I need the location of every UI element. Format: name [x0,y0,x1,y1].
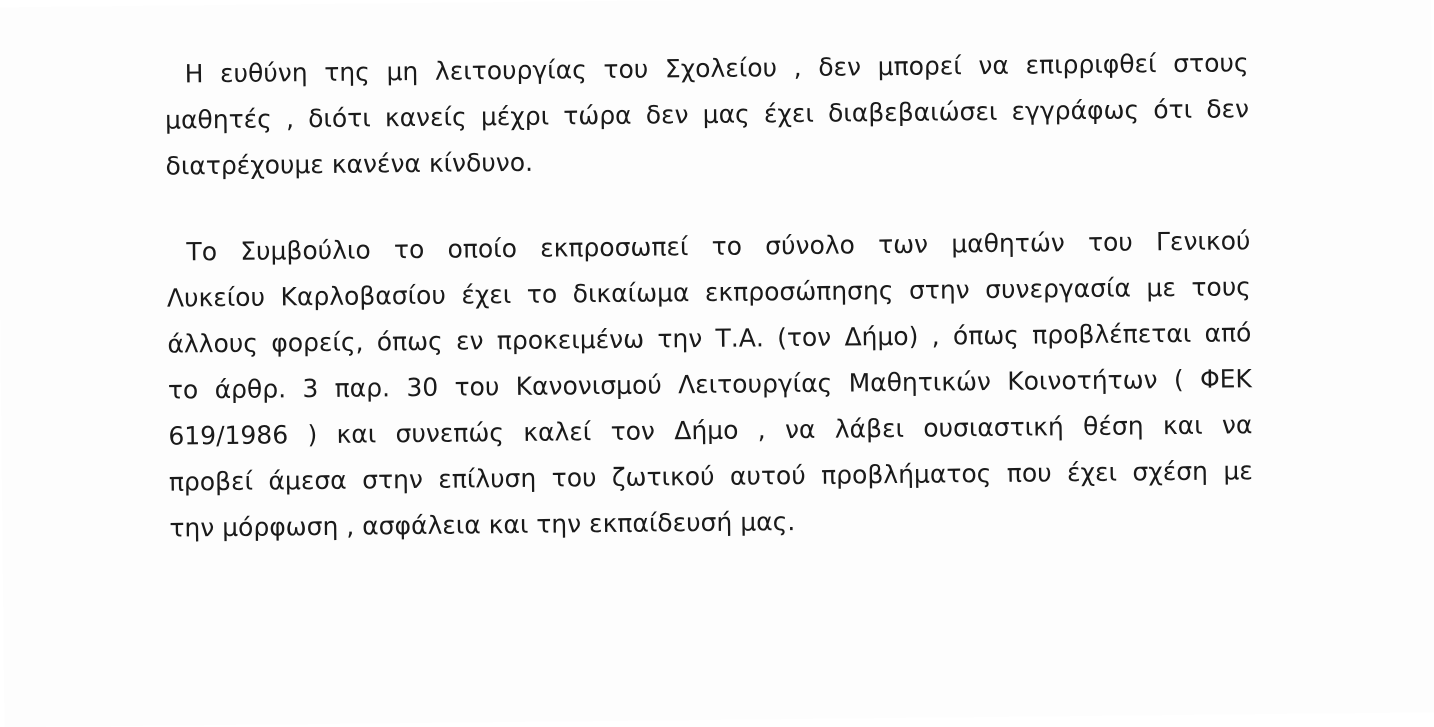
paragraph-council [166,218,1253,551]
text-line: το άρθρ. 3 παρ. 30 του Κανονισμού Λειτουργίας Μαθητικών Κοινοτήτων ( ΦΕΚ [167,364,1253,405]
text-line: μαθητές , διότι κανείς μέχρι τώρα δεν μας έχει διαβεβαιώσει εγγράφως ότι δεν [164,94,1250,135]
text-line: Λυκείου Καρλοβασίου έχει το δικαίωμα εκπροσώπησης στην συνεργασία με τους [166,272,1252,313]
text-line: προβεί άμεσα στην επίλυση του ζωτικού αυτού προβλήματος που έχει σχέση με [168,456,1253,497]
text-line: Η ευθύνη της μη λειτουργίας του Σχολείου , δεν μπορεί να επιρριφθεί στους [184,48,1249,89]
text-line: 619/1986 ) και συνεπώς καλεί τον Δήμο , να λάβει ουσιαστική θέση και να [168,410,1253,451]
paragraph-responsibility [164,40,1249,189]
text-line: άλλους φορείς, όπως εν προκειμένω την Τ.Α. (τον Δήμο) , όπως προβλέπεται από [167,318,1252,359]
text-line: την μόρφωση , ασφάλεια και την εκπαίδευσή μας. [169,507,796,543]
text-line: διατρέχουμε κανένα κίνδυνο. [165,147,534,181]
text-line: Το Συμβούλιο το οποίο εκπροσωπεί το σύνολο των μαθητών του Γενικού [186,226,1251,267]
